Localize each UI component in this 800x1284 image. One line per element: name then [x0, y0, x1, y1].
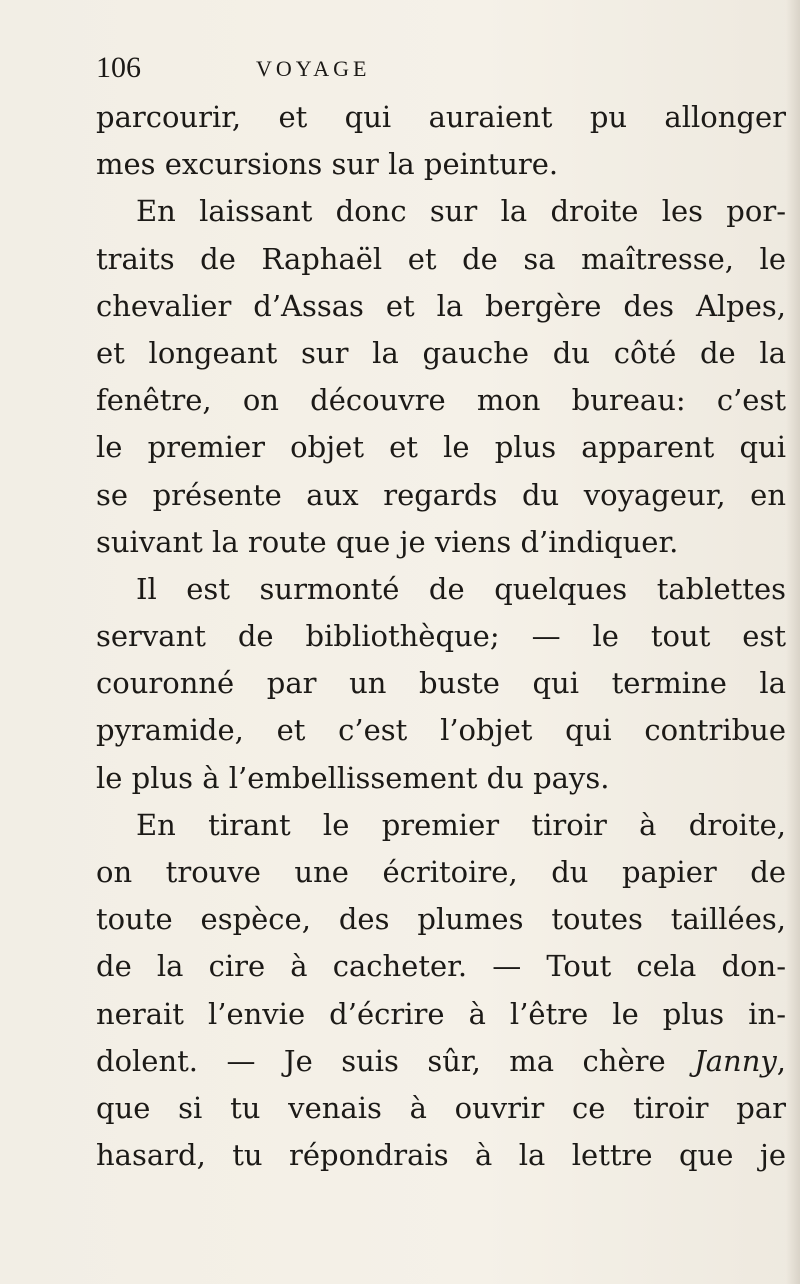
text-line: que si tu venais à ouvrir ce tiroir par: [96, 1090, 786, 1125]
text-segment: ,: [776, 1043, 786, 1078]
text-line: se présente aux regards du voyageur, en: [96, 477, 786, 512]
text-line: et longeant sur la gauche du côté de la: [96, 335, 786, 370]
text-line: fenêtre, on découvre mon bureau: c’est: [96, 383, 786, 418]
text-line: le premier objet et le plus apparent qui: [96, 430, 786, 465]
text-line: servant de bibliothèque; — le tout est: [96, 619, 786, 654]
text-line: couronné par un buste qui termine la: [96, 666, 786, 701]
name-italic: Janny: [694, 1043, 777, 1078]
running-head: VOYAGE: [256, 56, 371, 81]
text-line: En laissant donc sur la droite les por-: [136, 194, 786, 229]
text-line: parcourir, et qui auraient pu allonger: [96, 100, 786, 134]
text-line: suivant la route que je viens d’indiquer.: [96, 524, 679, 559]
text-line: Il est surmonté de quelques tablettes: [136, 571, 786, 606]
text-line: traits de Raphaël et de sa maîtresse, le: [96, 241, 786, 276]
body-text: [96, 94, 786, 1179]
text-line: nerait l’envie d’écrire à l’être le plus in-: [96, 996, 786, 1031]
text-line: hasard, tu répondrais à la lettre que je: [96, 1138, 786, 1173]
text-line: mes excursions sur la peinture.: [96, 147, 559, 182]
text-line: le plus à l’embellissement du pays.: [96, 760, 610, 795]
text-line: on trouve une écritoire, du papier de: [96, 855, 786, 889]
text-line: toute espèce, des plumes toutes taillées,: [96, 902, 786, 937]
page-number: 106: [96, 51, 141, 84]
text-line: [96, 1038, 786, 1085]
text-line: pyramide, et c’est l’objet qui contribue: [96, 713, 786, 748]
text-segment: dolent. — Je suis sûr, ma chère: [96, 1043, 666, 1078]
page-edge-shadow: [786, 0, 800, 1284]
text-line: de la cire à cacheter. — Tout cela don-: [96, 949, 786, 984]
text-line: En tirant le premier tiroir à droite,: [136, 807, 786, 842]
text-line: chevalier d’Assas et la bergère des Alpes,: [96, 288, 786, 323]
page-header: [96, 48, 786, 88]
